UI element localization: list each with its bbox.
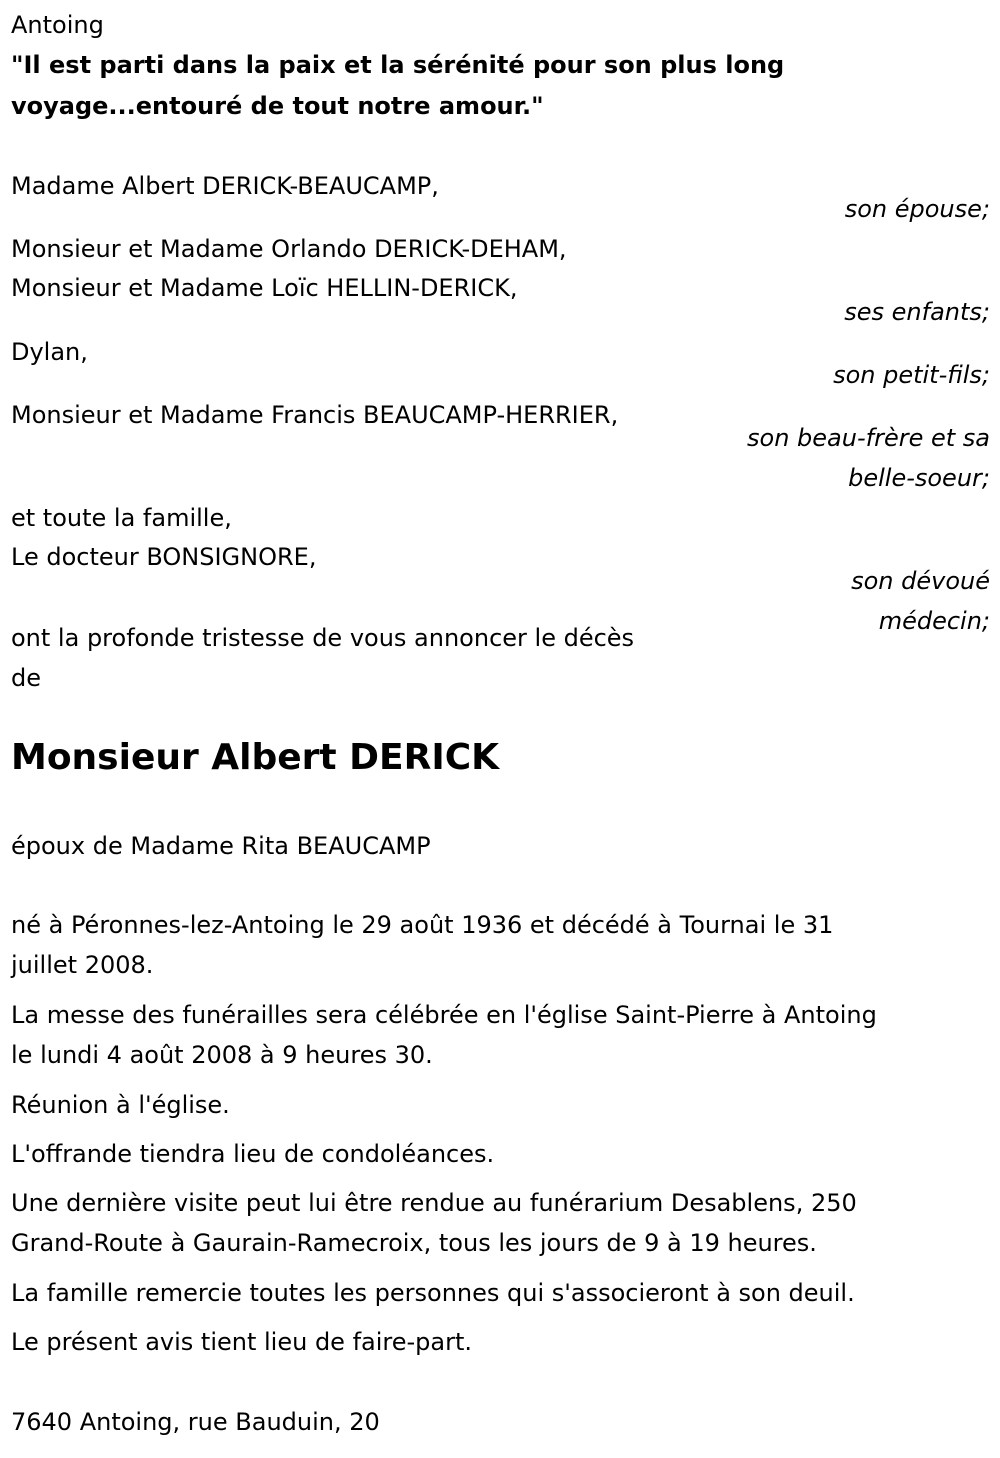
visit-line-2: Grand-Route à Gaurain-Ramecroix, tous les jours de 9 à 19 heures. xyxy=(11,1229,817,1257)
address-line: 7640 Antoing, rue Bauduin, 20 xyxy=(11,1408,380,1436)
family-relation-in-laws-1: son beau-frère et sa xyxy=(747,424,990,452)
family-name-grandson: Dylan, xyxy=(11,338,88,366)
family-name-in-laws: Monsieur et Madame Francis BEAUCAMP-HERRIER, xyxy=(11,401,619,429)
location-header: Antoing xyxy=(11,11,104,39)
family-relation-grandson: son petit-fils; xyxy=(833,361,990,389)
family-name-child-2: Monsieur et Madame Loïc HELLIN-DERICK, xyxy=(11,274,518,302)
family-name-child-1: Monsieur et Madame Orlando DERICK-DEHAM, xyxy=(11,235,567,263)
family-name-whole-family: et toute la famille, xyxy=(11,504,232,532)
mass-line-2: le lundi 4 août 2008 à 9 heures 30. xyxy=(11,1041,433,1069)
quote-line-1: "Il est parti dans la paix et la sérénité pour son plus long xyxy=(11,51,785,79)
spouse-line: époux de Madame Rita BEAUCAMP xyxy=(11,832,431,860)
announcement-line-2: de xyxy=(11,664,41,692)
family-relation-spouse: son épouse; xyxy=(844,195,990,223)
family-name-doctor: Le docteur BONSIGNORE, xyxy=(11,543,317,571)
offering-line: L'offrande tiendra lieu de condoléances. xyxy=(11,1140,495,1168)
quote-line-2: voyage...entouré de tout notre amour." xyxy=(11,92,544,120)
birth-death-line-1: né à Péronnes-lez-Antoing le 29 août 1936 et décédé à Tournai le 31 xyxy=(11,911,834,939)
family-relation-children: ses enfants; xyxy=(844,298,990,326)
announcement-line-1: ont la profonde tristesse de vous annoncer le décès xyxy=(11,624,635,652)
family-relation-in-laws-2: belle-soeur; xyxy=(848,464,990,492)
visit-line-1: Une dernière visite peut lui être rendue au funérarium Desablens, 250 xyxy=(11,1189,857,1217)
thanks-line: La famille remercie toutes les personnes qui s'associeront à son deuil. xyxy=(11,1279,855,1307)
family-name-spouse: Madame Albert DERICK-BEAUCAMP, xyxy=(11,172,439,200)
family-relation-doctor-2: médecin; xyxy=(878,607,990,635)
deceased-name: Monsieur Albert DERICK xyxy=(11,737,500,778)
family-relation-doctor-1: son dévoué xyxy=(851,567,990,595)
meeting-line: Réunion à l'église. xyxy=(11,1091,230,1119)
notice-line: Le présent avis tient lieu de faire-part. xyxy=(11,1328,473,1356)
mass-line-1: La messe des funérailles sera célébrée en l'église Saint-Pierre à Antoing xyxy=(11,1001,877,1029)
birth-death-line-2: juillet 2008. xyxy=(11,951,154,979)
